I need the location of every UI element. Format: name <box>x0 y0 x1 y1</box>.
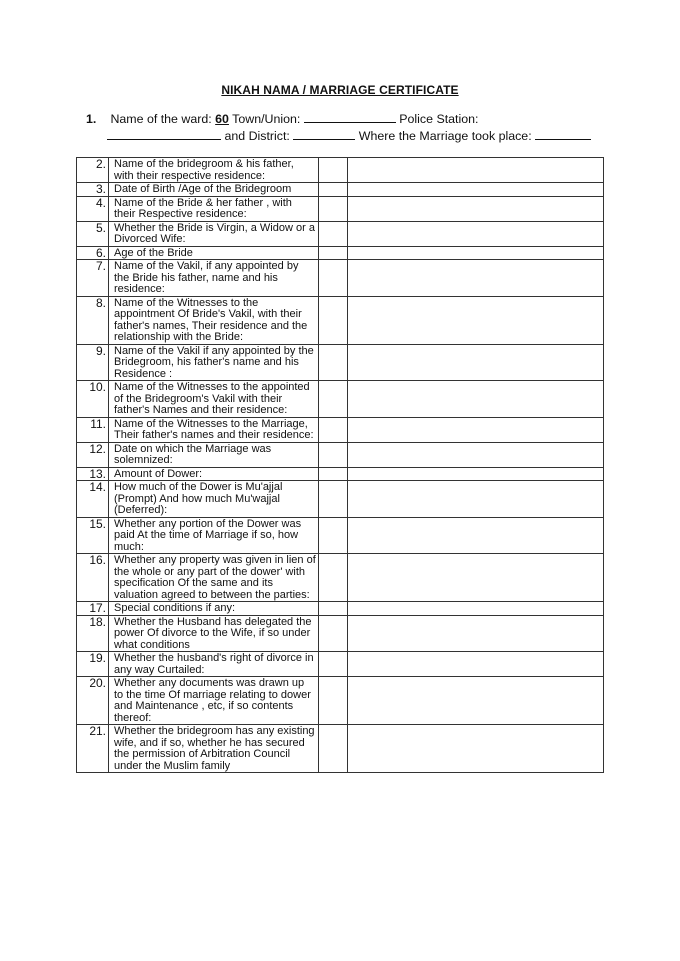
row-question: Name of the bridegroom & his father, with their respective residence: <box>109 158 319 183</box>
answer-cell[interactable] <box>348 517 604 554</box>
row-number: 2. <box>77 158 109 183</box>
row-number: 21. <box>77 725 109 773</box>
answer-cell-narrow[interactable] <box>319 196 348 221</box>
row-question: Whether any property was given in lien of the whole or any part of the dower' with specification Of the same and its valuation agreed to between the parties: <box>109 554 319 602</box>
row-question: Special conditions if any: <box>109 602 319 616</box>
row-question: Age of the Bride <box>109 246 319 260</box>
answer-cell-narrow[interactable] <box>319 517 348 554</box>
answer-cell[interactable] <box>348 652 604 677</box>
answer-cell[interactable] <box>348 615 604 652</box>
answer-cell-narrow[interactable] <box>319 221 348 246</box>
row-question: Date on which the Marriage was solemnized: <box>109 442 319 467</box>
row-number: 4. <box>77 196 109 221</box>
header-line-1 <box>86 111 478 126</box>
police-station-label: Police Station: <box>399 112 479 126</box>
row-number: 12. <box>77 442 109 467</box>
answer-cell[interactable] <box>348 417 604 442</box>
table-row <box>77 246 604 260</box>
answer-cell[interactable] <box>348 602 604 616</box>
answer-cell-narrow[interactable] <box>319 344 348 381</box>
row-question: Whether any portion of the Dower was paid At the time of Marriage if so, how much: <box>109 517 319 554</box>
row-question: Whether the husband's right of divorce in any way Curtailed: <box>109 652 319 677</box>
answer-cell-narrow[interactable] <box>319 442 348 467</box>
ward-label: Name of the ward: <box>110 112 212 126</box>
row-question: How much of the Dower is Mu'ajjal (Prompt) And how much Mu'wajjal (Deferred): <box>109 481 319 518</box>
table-row <box>77 467 604 481</box>
row-number: 10. <box>77 381 109 418</box>
row-number: 11. <box>77 417 109 442</box>
town-blank <box>304 111 396 123</box>
answer-cell-narrow[interactable] <box>319 296 348 344</box>
marriage-place-label: Where the Marriage took place: <box>358 129 532 143</box>
answer-cell[interactable] <box>348 381 604 418</box>
answer-cell-narrow[interactable] <box>319 615 348 652</box>
row-number: 15. <box>77 517 109 554</box>
table-row <box>77 158 604 183</box>
answer-cell-narrow[interactable] <box>319 677 348 725</box>
town-label: Town/Union: <box>232 112 301 126</box>
table-row <box>77 344 604 381</box>
answer-cell-narrow[interactable] <box>319 467 348 481</box>
answer-cell[interactable] <box>348 467 604 481</box>
answer-cell[interactable] <box>348 183 604 197</box>
answer-cell-narrow[interactable] <box>319 554 348 602</box>
answer-cell[interactable] <box>348 221 604 246</box>
answer-cell[interactable] <box>348 158 604 183</box>
table-row <box>77 381 604 418</box>
answer-cell[interactable] <box>348 554 604 602</box>
table-row <box>77 196 604 221</box>
answer-cell[interactable] <box>348 246 604 260</box>
row-number: 9. <box>77 344 109 381</box>
table-row <box>77 554 604 602</box>
answer-cell-narrow[interactable] <box>319 652 348 677</box>
row-number: 20. <box>77 677 109 725</box>
answer-cell[interactable] <box>348 260 604 297</box>
answer-cell[interactable] <box>348 296 604 344</box>
row-number: 14. <box>77 481 109 518</box>
row-question: Whether any documents was drawn up to the time Of marriage relating to dower and Maintenance , etc, if so contents thereof: <box>109 677 319 725</box>
answer-cell-narrow[interactable] <box>319 246 348 260</box>
table-row <box>77 296 604 344</box>
table-row <box>77 481 604 518</box>
police-station-blank <box>107 128 221 140</box>
certificate-title: NIKAH NAMA / MARRIAGE CERTIFICATE <box>221 83 459 97</box>
table-row <box>77 677 604 725</box>
row-number: 6. <box>77 246 109 260</box>
table-row <box>77 221 604 246</box>
row-question: Date of Birth /Age of the Bridegroom <box>109 183 319 197</box>
answer-cell-narrow[interactable] <box>319 260 348 297</box>
row-number: 13. <box>77 467 109 481</box>
table-row <box>77 517 604 554</box>
row-number: 18. <box>77 615 109 652</box>
row-question: Whether the Husband has delegated the power Of divorce to the Wife, if so under what conditions <box>109 615 319 652</box>
table-row <box>77 260 604 297</box>
answer-cell-narrow[interactable] <box>319 602 348 616</box>
marriage-place-blank <box>535 128 591 140</box>
table-row <box>77 602 604 616</box>
ward-value: 60 <box>215 112 229 126</box>
row-question: Name of the Vakil, if any appointed by the Bride his father, name and his residence: <box>109 260 319 297</box>
certificate-rows <box>77 158 604 773</box>
row-question: Name of the Witnesses to the appointment Of Bride's Vakil, with their father's names, Their residence and the relationship with the Bride: <box>109 296 319 344</box>
answer-cell[interactable] <box>348 196 604 221</box>
table-row <box>77 615 604 652</box>
answer-cell-narrow[interactable] <box>319 417 348 442</box>
row-question: Name of the Witnesses to the Marriage, Their father's names and their residence: <box>109 417 319 442</box>
district-blank <box>293 128 355 140</box>
answer-cell-narrow[interactable] <box>319 725 348 773</box>
row-question: Name of the Vakil if any appointed by the Bridegroom, his father's name and his Residence : <box>109 344 319 381</box>
district-label: and District: <box>224 129 290 143</box>
answer-cell-narrow[interactable] <box>319 158 348 183</box>
row-number: 3. <box>77 183 109 197</box>
table-row <box>77 725 604 773</box>
answer-cell[interactable] <box>348 725 604 773</box>
row-question: Name of the Witnesses to the appointed of the Bridegroom's Vakil with their father's Names and their residence: <box>109 381 319 418</box>
row-number: 8. <box>77 296 109 344</box>
row-question: Name of the Bride & her father , with their Respective residence: <box>109 196 319 221</box>
certificate-table <box>76 157 604 773</box>
table-row <box>77 652 604 677</box>
answer-cell[interactable] <box>348 481 604 518</box>
answer-cell-narrow[interactable] <box>319 381 348 418</box>
answer-cell[interactable] <box>348 442 604 467</box>
table-row <box>77 442 604 467</box>
row-question: Whether the Bride is Virgin, a Widow or a Divorced Wife: <box>109 221 319 246</box>
table-row <box>77 183 604 197</box>
answer-cell[interactable] <box>348 344 604 381</box>
item-number-1: 1. <box>86 112 97 126</box>
row-question: Whether the bridegroom has any existing wife, and if so, whether he has secured the permission of Arbitration Council under the Muslim family <box>109 725 319 773</box>
table-row <box>77 417 604 442</box>
row-number: 5. <box>77 221 109 246</box>
row-number: 17. <box>77 602 109 616</box>
answer-cell-narrow[interactable] <box>319 183 348 197</box>
answer-cell[interactable] <box>348 677 604 725</box>
row-question: Amount of Dower: <box>109 467 319 481</box>
answer-cell-narrow[interactable] <box>319 481 348 518</box>
row-number: 16. <box>77 554 109 602</box>
header-line-2 <box>107 128 591 143</box>
row-number: 7. <box>77 260 109 297</box>
row-number: 19. <box>77 652 109 677</box>
